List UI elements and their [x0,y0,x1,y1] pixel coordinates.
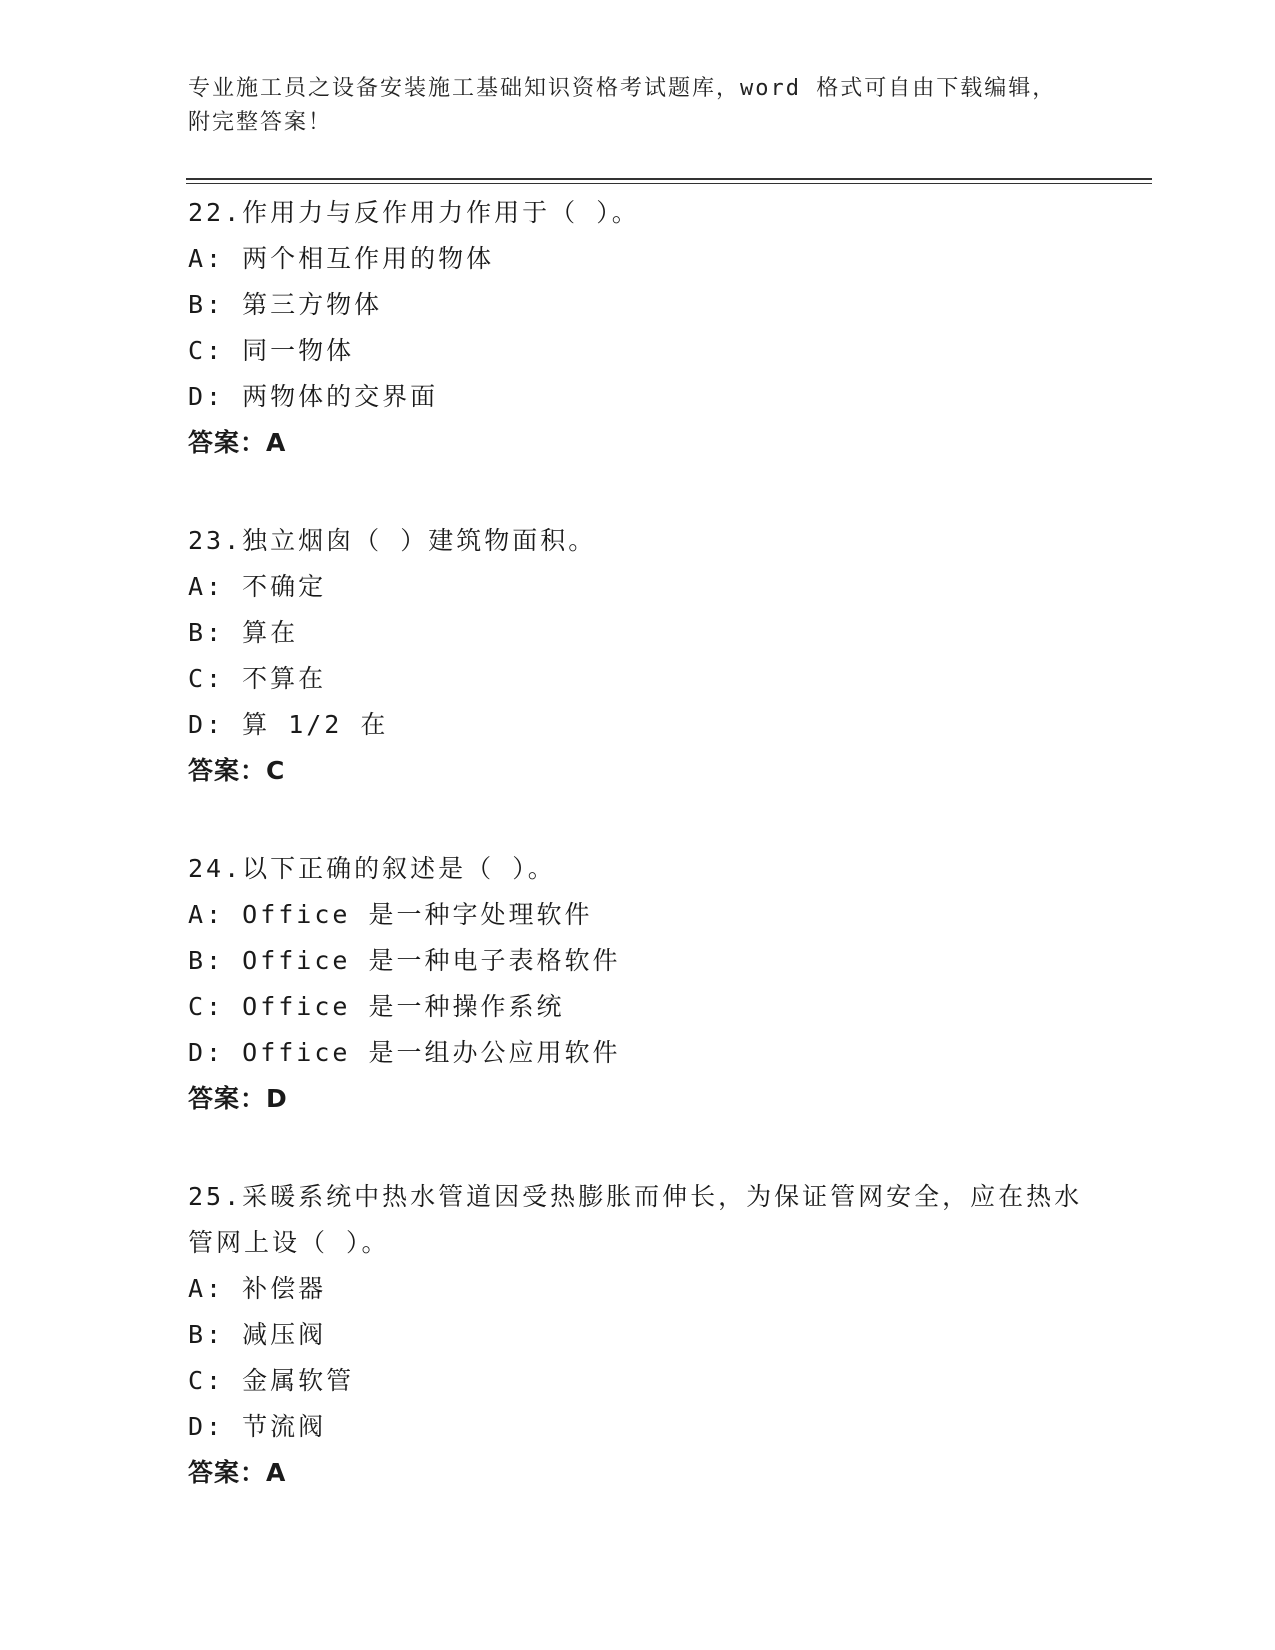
answer-label: 答案：C [188,756,286,785]
option-d: D: 节流阀 [188,1412,327,1441]
question-stem: 22.作用力与反作用力作用于（ ）。 [188,198,640,227]
header-divider-thin [186,183,1152,184]
option-b: B: 第三方物体 [188,290,383,319]
option-b: B: 算在 [188,618,299,647]
option-d: D: Office 是一组办公应用软件 [188,1038,621,1067]
option-a: A: 两个相互作用的物体 [188,244,495,273]
option-c: C: 金属软管 [188,1366,355,1395]
option-c: C: 同一物体 [188,336,355,365]
option-b: B: Office 是一种电子表格软件 [188,946,621,975]
question-stem: 25.采暖系统中热水管道因受热膨胀而伸长，为保证管网安全，应在热水管网上设（ ）。 [188,1182,1083,1257]
option-b: B: 减压阀 [188,1320,327,1349]
option-d: D: 算 1/2 在 [188,710,389,739]
option-c: C: 不算在 [188,664,327,693]
question-stem: 23.独立烟囱（ ）建筑物面积。 [188,526,597,555]
option-a: A: 不确定 [188,572,327,601]
question-23 [188,518,1108,794]
question-25 [188,1174,1108,1496]
header-divider [186,178,1152,180]
option-c: C: Office 是一种操作系统 [188,992,565,1021]
option-a: A: Office 是一种字处理软件 [188,900,593,929]
answer-label: 答案：A [188,1458,287,1487]
option-a: A: 补偿器 [188,1274,327,1303]
document-header: 专业施工员之设备安装施工基础知识资格考试题库，word 格式可自由下载编辑，附完整答案！ [188,76,1057,135]
option-d: D: 两物体的交界面 [188,382,439,411]
question-list [188,190,1108,1548]
question-stem: 24.以下正确的叙述是（ ）。 [188,854,556,883]
question-24 [188,846,1108,1122]
answer-label: 答案：D [188,1084,288,1113]
question-22 [188,190,1108,466]
answer-label: 答案：A [188,428,287,457]
